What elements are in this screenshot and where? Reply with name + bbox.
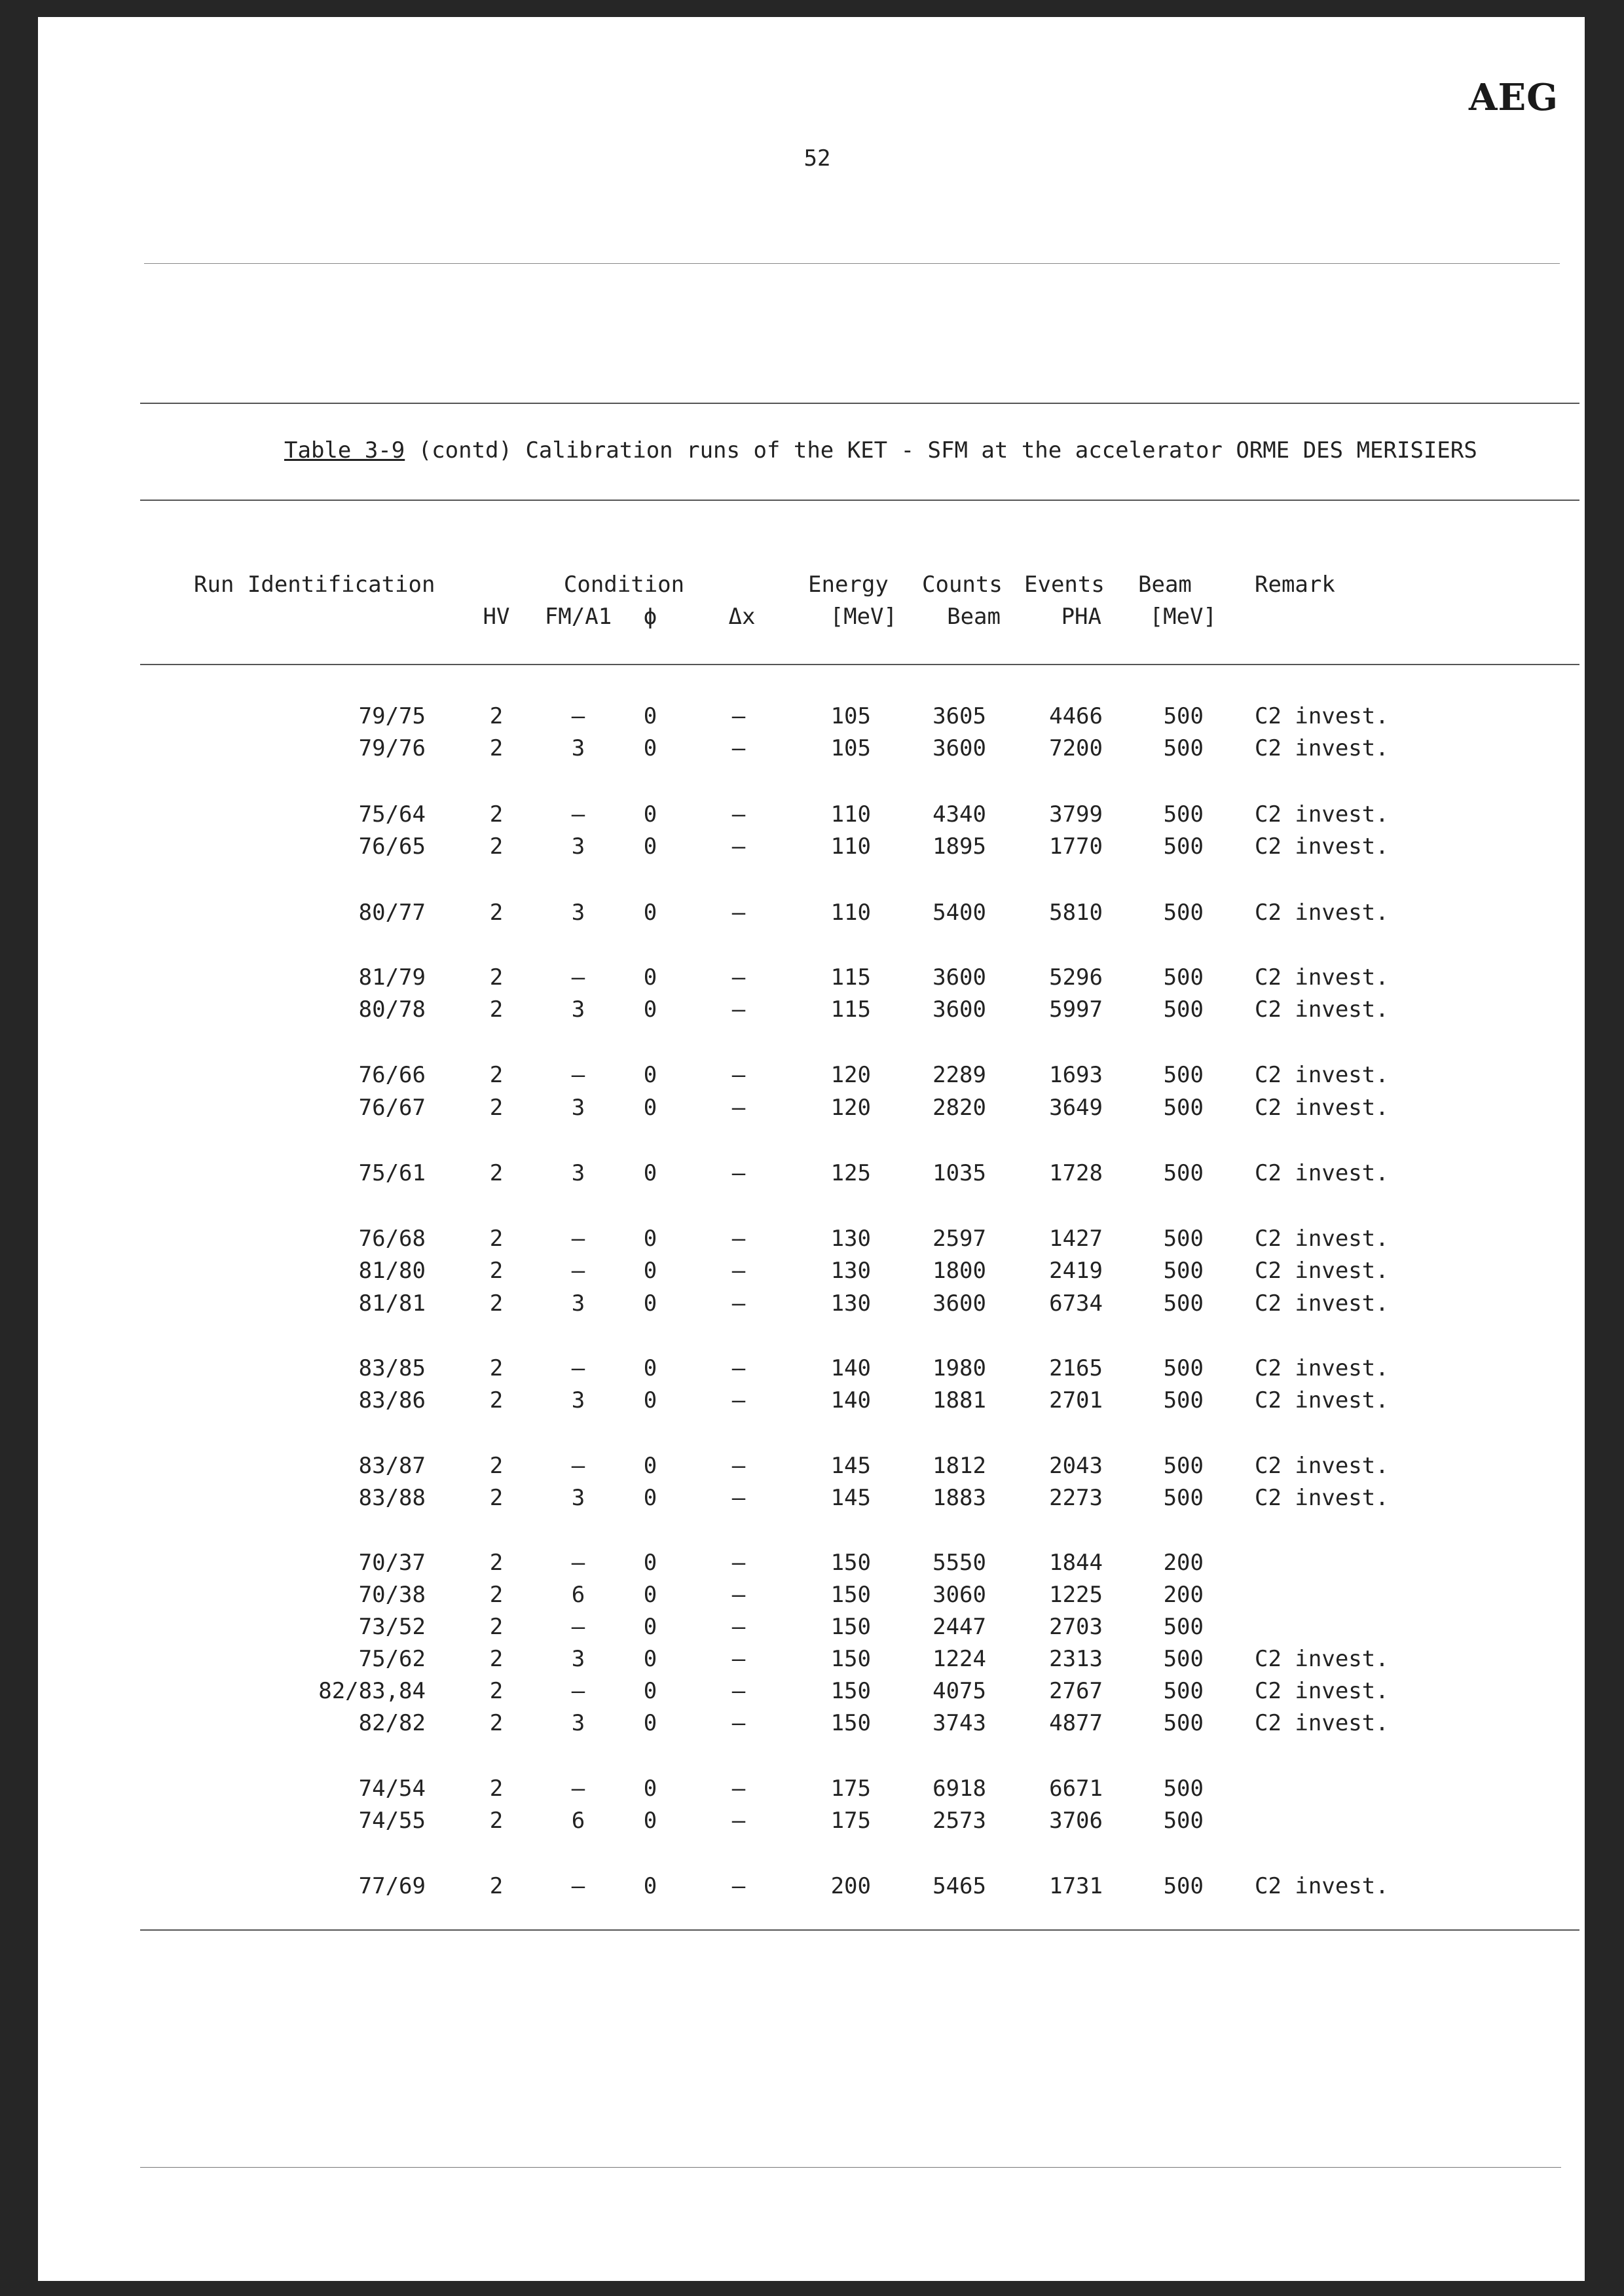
delta-x-cell: –: [731, 1614, 746, 1640]
events-pha-cell: 2273: [1049, 1485, 1103, 1511]
energy-cell: 130: [830, 1226, 871, 1252]
fm-al-cell: 3: [571, 1710, 585, 1736]
phi-cell: 0: [643, 1582, 657, 1608]
hv-cell: 2: [489, 1808, 504, 1834]
events-pha-cell: 2767: [1049, 1678, 1103, 1704]
energy-cell: 145: [830, 1453, 871, 1479]
energy-cell: 110: [830, 900, 871, 926]
delta-x-cell: –: [731, 1646, 746, 1672]
events-pha-cell: 3706: [1049, 1808, 1103, 1834]
delta-x-cell: –: [731, 735, 746, 761]
fm-al-cell: 3: [571, 1160, 585, 1186]
energy-cell: 150: [830, 1614, 871, 1640]
remark-cell: [1255, 1580, 1490, 1609]
phi-cell: 0: [643, 1710, 657, 1736]
remark-cell: C2 invest.: [1255, 1646, 1389, 1672]
counts-beam-cell: 1035: [932, 1160, 986, 1186]
phi-cell: 0: [643, 801, 657, 828]
remark-cell: C2 invest.: [1255, 1355, 1389, 1381]
run-identification-cell: 74/54: [358, 1776, 426, 1802]
fm-al-cell: 3: [571, 996, 585, 1023]
fm-al-cell: 3: [571, 900, 585, 926]
beam-cell: 500: [1163, 1226, 1204, 1252]
events-pha-cell: 2043: [1049, 1453, 1103, 1479]
beam-cell: 500: [1163, 735, 1204, 761]
energy-cell: 110: [830, 801, 871, 828]
hv-cell: 2: [489, 1095, 504, 1121]
caption-bottom-rule: [140, 500, 1579, 501]
remark-cell: C2 invest.: [1255, 1387, 1389, 1413]
run-identification-cell: 77/69: [358, 1873, 426, 1899]
header-run-identification: Run Identification: [194, 572, 435, 598]
energy-cell: 145: [830, 1485, 871, 1511]
delta-x-cell: –: [731, 801, 746, 828]
energy-cell: 125: [830, 1160, 871, 1186]
phi-cell: 0: [643, 1808, 657, 1834]
document-page: [38, 17, 1585, 2281]
run-identification-cell: 83/88: [358, 1485, 426, 1511]
table-caption: [284, 437, 1528, 464]
run-identification-cell: 74/55: [358, 1808, 426, 1834]
beam-cell: 500: [1163, 1614, 1204, 1640]
header-beam: Beam: [1138, 572, 1192, 598]
energy-cell: 110: [830, 833, 871, 860]
fm-al-cell: 3: [571, 1485, 585, 1511]
caption-top-rule: [140, 403, 1579, 404]
counts-beam-cell: 5550: [932, 1550, 986, 1576]
hv-cell: 2: [489, 1258, 504, 1284]
beam-cell: 500: [1163, 1387, 1204, 1413]
delta-x-cell: –: [731, 900, 746, 926]
fm-al-cell: 3: [571, 833, 585, 860]
header-hv: HV: [483, 604, 510, 630]
remark-cell: [1255, 1806, 1490, 1835]
remark-cell: C2 invest.: [1255, 1160, 1389, 1186]
phi-cell: 0: [643, 1550, 657, 1576]
delta-x-cell: –: [731, 1387, 746, 1413]
company-logo: AEG: [1469, 76, 1559, 119]
delta-x-cell: –: [731, 1710, 746, 1736]
beam-cell: 500: [1163, 1258, 1204, 1284]
phi-cell: 0: [643, 1678, 657, 1704]
delta-x-cell: –: [731, 1290, 746, 1317]
delta-x-cell: –: [731, 1808, 746, 1834]
delta-x-cell: –: [731, 996, 746, 1023]
header-fm-al: FM/A1: [544, 604, 612, 630]
events-pha-cell: 2701: [1049, 1387, 1103, 1413]
counts-beam-cell: 2573: [932, 1808, 986, 1834]
run-identification-cell: 75/64: [358, 801, 426, 828]
run-identification-cell: 79/76: [358, 735, 426, 761]
fm-al-cell: –: [571, 1550, 585, 1576]
header-counts-beam: Beam: [947, 604, 1001, 630]
fm-al-cell: –: [571, 1678, 585, 1704]
hv-cell: 2: [489, 1550, 504, 1576]
fm-al-cell: –: [571, 1873, 585, 1899]
beam-cell: 200: [1163, 1550, 1204, 1576]
counts-beam-cell: 1812: [932, 1453, 986, 1479]
fm-al-cell: 3: [571, 1095, 585, 1121]
phi-cell: 0: [643, 1614, 657, 1640]
header-bottom-rule: [140, 664, 1579, 665]
counts-beam-cell: 2597: [932, 1226, 986, 1252]
beam-cell: 500: [1163, 1485, 1204, 1511]
energy-cell: 175: [830, 1776, 871, 1802]
fm-al-cell: –: [571, 801, 585, 828]
beam-cell: 500: [1163, 900, 1204, 926]
remark-cell: C2 invest.: [1255, 1226, 1389, 1252]
run-identification-cell: 83/87: [358, 1453, 426, 1479]
phi-cell: 0: [643, 735, 657, 761]
remark-cell: C2 invest.: [1255, 1095, 1389, 1121]
remark-cell: C2 invest.: [1255, 1873, 1389, 1899]
phi-cell: 0: [643, 900, 657, 926]
delta-x-cell: –: [731, 703, 746, 729]
phi-cell: 0: [643, 1453, 657, 1479]
footer-rule: [140, 2167, 1561, 2168]
delta-x-cell: –: [731, 1453, 746, 1479]
beam-cell: 500: [1163, 703, 1204, 729]
phi-cell: 0: [643, 1387, 657, 1413]
beam-cell: 500: [1163, 1355, 1204, 1381]
events-pha-cell: 3649: [1049, 1095, 1103, 1121]
run-identification-cell: 76/65: [358, 833, 426, 860]
counts-beam-cell: 1883: [932, 1485, 986, 1511]
events-pha-cell: 1693: [1049, 1062, 1103, 1088]
beam-cell: 500: [1163, 801, 1204, 828]
run-identification-cell: 75/61: [358, 1160, 426, 1186]
header-phi: ϕ: [643, 604, 657, 630]
beam-cell: 500: [1163, 1160, 1204, 1186]
phi-cell: 0: [643, 1258, 657, 1284]
hv-cell: 2: [489, 964, 504, 991]
hv-cell: 2: [489, 703, 504, 729]
hv-cell: 2: [489, 1062, 504, 1088]
remark-cell: C2 invest.: [1255, 964, 1389, 991]
delta-x-cell: –: [731, 1095, 746, 1121]
run-identification-cell: 83/86: [358, 1387, 426, 1413]
header-events-pha: PHA: [1061, 604, 1101, 630]
fm-al-cell: 3: [571, 1646, 585, 1672]
table-bottom-rule: [140, 1929, 1579, 1931]
energy-cell: 105: [830, 735, 871, 761]
header-energy: Energy: [808, 572, 889, 598]
beam-cell: 500: [1163, 833, 1204, 860]
counts-beam-cell: 4075: [932, 1678, 986, 1704]
beam-cell: 500: [1163, 1873, 1204, 1899]
delta-x-cell: –: [731, 1258, 746, 1284]
delta-x-cell: –: [731, 1062, 746, 1088]
phi-cell: 0: [643, 1290, 657, 1317]
counts-beam-cell: 3600: [932, 1290, 986, 1317]
events-pha-cell: 6671: [1049, 1776, 1103, 1802]
energy-cell: 115: [830, 996, 871, 1023]
delta-x-cell: –: [731, 1550, 746, 1576]
hv-cell: 2: [489, 1485, 504, 1511]
run-identification-cell: 79/75: [358, 703, 426, 729]
counts-beam-cell: 2820: [932, 1095, 986, 1121]
remark-cell: C2 invest.: [1255, 1290, 1389, 1317]
delta-x-cell: –: [731, 1582, 746, 1608]
counts-beam-cell: 1224: [932, 1646, 986, 1672]
phi-cell: 0: [643, 1226, 657, 1252]
run-identification-cell: 80/77: [358, 900, 426, 926]
counts-beam-cell: 1800: [932, 1258, 986, 1284]
hv-cell: 2: [489, 1678, 504, 1704]
hv-cell: 2: [489, 833, 504, 860]
remark-cell: C2 invest.: [1255, 833, 1389, 860]
remark-cell: [1255, 1774, 1490, 1803]
run-identification-cell: 73/52: [358, 1614, 426, 1640]
beam-cell: 500: [1163, 1678, 1204, 1704]
remark-cell: C2 invest.: [1255, 900, 1389, 926]
header-remark: Remark: [1255, 572, 1335, 598]
counts-beam-cell: 3605: [932, 703, 986, 729]
events-pha-cell: 2703: [1049, 1614, 1103, 1640]
fm-al-cell: –: [571, 1226, 585, 1252]
run-identification-cell: 76/68: [358, 1226, 426, 1252]
delta-x-cell: –: [731, 1355, 746, 1381]
run-identification-cell: 70/37: [358, 1550, 426, 1576]
remark-cell: C2 invest.: [1255, 1062, 1389, 1088]
counts-beam-cell: 2447: [932, 1614, 986, 1640]
events-pha-cell: 2419: [1049, 1258, 1103, 1284]
header-delta-x: Δx: [728, 604, 756, 630]
energy-cell: 200: [830, 1873, 871, 1899]
remark-cell: C2 invest.: [1255, 1710, 1389, 1736]
energy-cell: 150: [830, 1678, 871, 1704]
header-counts: Counts: [922, 572, 1003, 598]
run-identification-cell: 83/85: [358, 1355, 426, 1381]
phi-cell: 0: [643, 996, 657, 1023]
events-pha-cell: 5997: [1049, 996, 1103, 1023]
fm-al-cell: 3: [571, 735, 585, 761]
hv-cell: 2: [489, 1226, 504, 1252]
delta-x-cell: –: [731, 1678, 746, 1704]
header-condition: Condition: [563, 572, 685, 598]
energy-cell: 150: [830, 1646, 871, 1672]
fm-al-cell: –: [571, 1614, 585, 1640]
beam-cell: 500: [1163, 1453, 1204, 1479]
counts-beam-cell: 5465: [932, 1873, 986, 1899]
phi-cell: 0: [643, 1160, 657, 1186]
hv-cell: 2: [489, 1710, 504, 1736]
header-beam-unit: [MeV]: [1149, 604, 1217, 630]
fm-al-cell: –: [571, 1062, 585, 1088]
events-pha-cell: 1844: [1049, 1550, 1103, 1576]
phi-cell: 0: [643, 1355, 657, 1381]
hv-cell: 2: [489, 1873, 504, 1899]
remark-cell: C2 invest.: [1255, 1453, 1389, 1479]
run-identification-cell: 80/78: [358, 996, 426, 1023]
page-number: 52: [803, 145, 831, 172]
header-events: Events: [1024, 572, 1105, 598]
beam-cell: 500: [1163, 1808, 1204, 1834]
events-pha-cell: 6734: [1049, 1290, 1103, 1317]
fm-al-cell: –: [571, 964, 585, 991]
counts-beam-cell: 1895: [932, 833, 986, 860]
beam-cell: 500: [1163, 1710, 1204, 1736]
beam-cell: 500: [1163, 1290, 1204, 1317]
hv-cell: 2: [489, 1776, 504, 1802]
phi-cell: 0: [643, 1776, 657, 1802]
delta-x-cell: –: [731, 1873, 746, 1899]
counts-beam-cell: 3743: [932, 1710, 986, 1736]
energy-cell: 140: [830, 1355, 871, 1381]
remark-cell: C2 invest.: [1255, 1485, 1389, 1511]
run-identification-cell: 81/81: [358, 1290, 426, 1317]
remark-cell: C2 invest.: [1255, 1258, 1389, 1284]
beam-cell: 500: [1163, 996, 1204, 1023]
beam-cell: 500: [1163, 1062, 1204, 1088]
counts-beam-cell: 3600: [932, 964, 986, 991]
fm-al-cell: 6: [571, 1808, 585, 1834]
counts-beam-cell: 3600: [932, 996, 986, 1023]
remark-cell: [1255, 1613, 1490, 1641]
fm-al-cell: 3: [571, 1387, 585, 1413]
run-identification-cell: 82/82: [358, 1710, 426, 1736]
remark-cell: C2 invest.: [1255, 801, 1389, 828]
run-identification-cell: 70/38: [358, 1582, 426, 1608]
fm-al-cell: 6: [571, 1582, 585, 1608]
run-identification-cell: 82/83,84: [318, 1678, 426, 1704]
energy-cell: 150: [830, 1550, 871, 1576]
phi-cell: 0: [643, 833, 657, 860]
events-pha-cell: 3799: [1049, 801, 1103, 828]
remark-cell: [1255, 1548, 1490, 1577]
events-pha-cell: 1225: [1049, 1582, 1103, 1608]
counts-beam-cell: 3060: [932, 1582, 986, 1608]
delta-x-cell: –: [731, 1226, 746, 1252]
hv-cell: 2: [489, 996, 504, 1023]
fm-al-cell: –: [571, 703, 585, 729]
delta-x-cell: –: [731, 1776, 746, 1802]
energy-cell: 150: [830, 1710, 871, 1736]
hv-cell: 2: [489, 801, 504, 828]
run-identification-cell: 75/62: [358, 1646, 426, 1672]
phi-cell: 0: [643, 1873, 657, 1899]
run-identification-cell: 81/79: [358, 964, 426, 991]
energy-cell: 115: [830, 964, 871, 991]
events-pha-cell: 7200: [1049, 735, 1103, 761]
counts-beam-cell: 1881: [932, 1387, 986, 1413]
fm-al-cell: –: [571, 1776, 585, 1802]
counts-beam-cell: 3600: [932, 735, 986, 761]
hv-cell: 2: [489, 1387, 504, 1413]
beam-cell: 500: [1163, 1095, 1204, 1121]
events-pha-cell: 1728: [1049, 1160, 1103, 1186]
hv-cell: 2: [489, 1160, 504, 1186]
counts-beam-cell: 1980: [932, 1355, 986, 1381]
run-identification-cell: 76/67: [358, 1095, 426, 1121]
hv-cell: 2: [489, 1646, 504, 1672]
phi-cell: 0: [643, 703, 657, 729]
delta-x-cell: –: [731, 964, 746, 991]
events-pha-cell: 5810: [1049, 900, 1103, 926]
counts-beam-cell: 6918: [932, 1776, 986, 1802]
hv-cell: 2: [489, 1582, 504, 1608]
events-pha-cell: 2313: [1049, 1646, 1103, 1672]
header-energy-unit: [MeV]: [830, 604, 897, 630]
energy-cell: 120: [830, 1095, 871, 1121]
run-identification-cell: 81/80: [358, 1258, 426, 1284]
counts-beam-cell: 4340: [932, 801, 986, 828]
beam-cell: 200: [1163, 1582, 1204, 1608]
delta-x-cell: –: [731, 1485, 746, 1511]
events-pha-cell: 1770: [1049, 833, 1103, 860]
header-rule: [144, 263, 1560, 264]
hv-cell: 2: [489, 1453, 504, 1479]
hv-cell: 2: [489, 1290, 504, 1317]
beam-cell: 500: [1163, 964, 1204, 991]
counts-beam-cell: 2289: [932, 1062, 986, 1088]
energy-cell: 130: [830, 1258, 871, 1284]
beam-cell: 500: [1163, 1776, 1204, 1802]
events-pha-cell: 2165: [1049, 1355, 1103, 1381]
fm-al-cell: –: [571, 1258, 585, 1284]
delta-x-cell: –: [731, 1160, 746, 1186]
energy-cell: 175: [830, 1808, 871, 1834]
energy-cell: 120: [830, 1062, 871, 1088]
events-pha-cell: 5296: [1049, 964, 1103, 991]
events-pha-cell: 1427: [1049, 1226, 1103, 1252]
fm-al-cell: –: [571, 1355, 585, 1381]
table-title: (contd) Calibration runs of the KET - SFM at the accelerator ORME DES MERISIERS: [405, 437, 1477, 464]
phi-cell: 0: [643, 1485, 657, 1511]
phi-cell: 0: [643, 1062, 657, 1088]
events-pha-cell: 4466: [1049, 703, 1103, 729]
events-pha-cell: 1731: [1049, 1873, 1103, 1899]
beam-cell: 500: [1163, 1646, 1204, 1672]
hv-cell: 2: [489, 1614, 504, 1640]
events-pha-cell: 4877: [1049, 1710, 1103, 1736]
phi-cell: 0: [643, 964, 657, 991]
run-identification-cell: 76/66: [358, 1062, 426, 1088]
table-label: Table 3-9: [284, 437, 405, 464]
energy-cell: 140: [830, 1387, 871, 1413]
remark-cell: C2 invest.: [1255, 996, 1389, 1023]
remark-cell: C2 invest.: [1255, 703, 1389, 729]
hv-cell: 2: [489, 1355, 504, 1381]
energy-cell: 130: [830, 1290, 871, 1317]
counts-beam-cell: 5400: [932, 900, 986, 926]
fm-al-cell: –: [571, 1453, 585, 1479]
remark-cell: C2 invest.: [1255, 1678, 1389, 1704]
energy-cell: 150: [830, 1582, 871, 1608]
remark-cell: C2 invest.: [1255, 735, 1389, 761]
fm-al-cell: 3: [571, 1290, 585, 1317]
hv-cell: 2: [489, 735, 504, 761]
delta-x-cell: –: [731, 833, 746, 860]
energy-cell: 105: [830, 703, 871, 729]
hv-cell: 2: [489, 900, 504, 926]
phi-cell: 0: [643, 1646, 657, 1672]
phi-cell: 0: [643, 1095, 657, 1121]
